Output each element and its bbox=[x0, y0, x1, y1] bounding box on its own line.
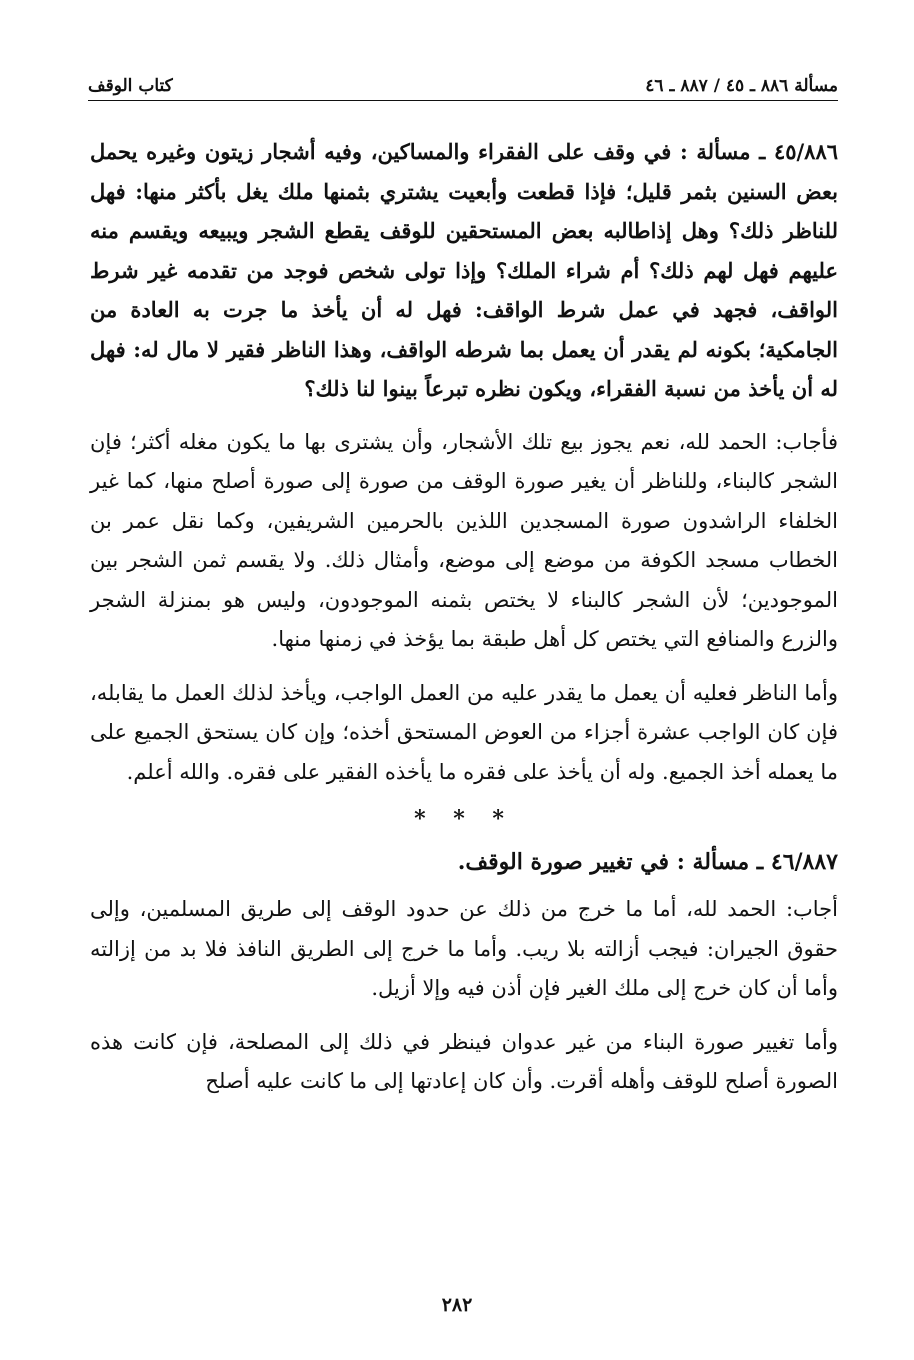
answer-paragraph-4: وأما تغيير صورة البناء من غير عدوان فينظر في ذلك إلى المصلحة، فإن كانت هذه الصورة أصلح للوقف وأهله أقرت. وأن كان إعادتها إلى ما كانت عليه أصلح bbox=[90, 1029, 838, 1093]
page-number: ٢٨٢ bbox=[441, 1294, 473, 1316]
question-text: في وقف على الفقراء والمساكين، وفيه أشجار زيتون وغيره يحمل بعض السنين بثمر قليل؛ فإذا قطعت وأبعيت يشتري بثمنها ملك يغل بأكثر منها: فهل للناظر ذلك؟ وهل إذاطالبه بعض المستحقين للوقف يقطع الشجر ويبيعه ويقسم منه عليهم فهل لهم ذلك؟ أم شراء الملك؟ وإذا تولى شخص فوجد من تقدمه غير شرط الواقف، فجهد في عمل شرط الواقف: فهل له أن يأخذ ما جرت به العادة من الجامكية؛ بكونه لم يقدر أن يعمل بما شرطه الواقف، وهذا الناظر فقير لا مال له: فهل له أن يأخذ من نسبة الفقراء، ويكون نظره تبرعاً بينوا لنا ذلك؟ bbox=[90, 139, 838, 401]
page-content bbox=[90, 132, 838, 1116]
question-prefix: ـ مسألة : bbox=[669, 849, 771, 875]
question-number: ٤٥/٨٨٦ bbox=[773, 139, 839, 164]
answer-paragraph-2: وأما الناظر فعليه أن يعمل ما يقدر عليه من العمل الواجب، ويأخذ لذلك العمل ما يقابله، فإن كان الواجب عشرة أجزاء من العوض المستحق أخذه؛ وإن كان يستحق الجميع على ما يعمله أخذ الجميع. وله أن يأخذ على فقره ما يأخذه الفقير على فقره. والله أعلم. bbox=[90, 680, 838, 784]
book-title: كتاب الوقف bbox=[88, 76, 173, 96]
question-46 bbox=[90, 842, 838, 882]
question-45 bbox=[90, 132, 838, 409]
question-number: ٤٦/٨٨٧ bbox=[770, 849, 838, 875]
running-header bbox=[88, 62, 838, 101]
section-separator: * * * bbox=[414, 806, 514, 832]
issue-range: مسألة ٨٨٦ ـ ٤٥ / ٨٨٧ ـ ٤٦ bbox=[645, 76, 838, 96]
answer-paragraph-1: فأجاب: الحمد لله، نعم يجوز بيع تلك الأشجار، وأن يشترى بها ما يكون مغله أكثر؛ فإن الشجر كالبناء، وللناظر أن يغير صورة الوقف من صورة إلى صورة أصلح منها، كما غير الخلفاء الراشدون صورة المسجدين اللذين بالحرمين الشريفين، وكما نقل عمر بن الخطاب مسجد الكوفة من موضع إلى موضع، وأمثال ذلك. ولا يقسم ثمن الشجر بين الموجودين؛ لأن الشجر كالبناء لا يختص بثمنه الموجودون، وليس هو بمنزلة الشجر والزرع والمنافع التي يختص كل أهل طبقة بما يؤخذ في زمنها منها. bbox=[90, 429, 838, 651]
question-text: في تغيير صورة الوقف. bbox=[457, 849, 670, 875]
answer-paragraph-3: أجاب: الحمد لله، أما ما خرج من ذلك عن حدود الوقف إلى طريق المسلمين، وإلى حقوق الجيران: فيجب أزالته بلا ريب. وأما ما خرج إلى الطريق النافذ فلا بد من إزالته وأما أن كان خرج إلى ملك الغير فإن أذن فيه وإلا أزيل. bbox=[90, 897, 838, 1000]
question-prefix: ـ مسألة : bbox=[671, 139, 774, 164]
